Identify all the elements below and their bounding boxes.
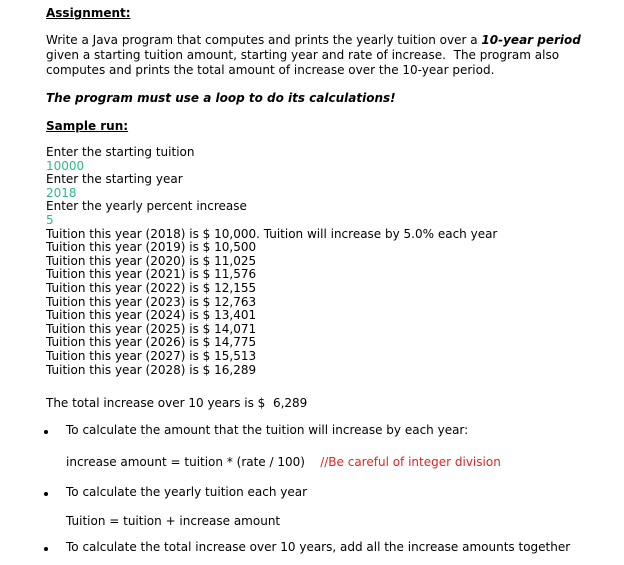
hint-bullet-3: To calculate the total increase over 10 years, add all the increase amounts together <box>66 540 571 554</box>
run-output-line: Tuition this year (2018) is $ 10,000. Tuition will increase by 5.0% each year <box>46 226 498 241</box>
run-prompt-3: Enter the yearly percent increase <box>46 199 247 214</box>
run-input-1: 10000 <box>46 158 85 173</box>
intro-line-3: computes and prints the total amount of increase over the 10-year period. <box>46 63 495 77</box>
total-increase-line: The total increase over 10 years is $ 6,289 <box>46 396 308 410</box>
sample-run-heading: Sample run: <box>46 119 129 133</box>
run-output-line: Tuition this year (2019) is $ 10,500 <box>46 240 257 255</box>
assignment-heading: Assignment: <box>46 6 131 20</box>
bullet-dot-1 <box>44 430 48 434</box>
run-input-3: 5 <box>46 213 54 227</box>
formula-spacer <box>305 455 320 469</box>
run-output-line: Tuition this year (2026) is $ 14,775 <box>46 335 257 350</box>
run-input-2: 2018 <box>46 185 77 200</box>
run-output-line: Tuition this year (2024) is $ 13,401 <box>46 308 257 323</box>
formula-increase-comment: //Be careful of integer division <box>320 455 501 469</box>
bullet-dot-3 <box>44 547 48 551</box>
hint-bullet-1: To calculate the amount that the tuition will increase by each year: <box>66 423 469 437</box>
intro-line-2: given a starting tuition amount, starting year and rate of increase. The program also <box>46 48 560 62</box>
run-output-line: Tuition this year (2028) is $ 16,289 <box>46 362 257 377</box>
run-prompt-1: Enter the starting tuition <box>46 145 195 159</box>
run-output-line: Tuition this year (2020) is $ 11,025 <box>46 253 257 268</box>
bullet-dot-2 <box>44 492 48 496</box>
loop-requirement-note: The program must use a loop to do its calculations! <box>46 91 396 105</box>
run-output-line: Tuition this year (2021) is $ 11,576 <box>46 267 257 282</box>
formula-increase-text: increase amount = tuition * (rate / 100) <box>66 455 305 469</box>
formula-increase <box>66 455 501 469</box>
run-output-line: Tuition this year (2025) is $ 14,071 <box>46 321 257 336</box>
intro-line-1-emphasis: 10-year period <box>481 33 581 47</box>
run-output-line: Tuition this year (2023) is $ 12,763 <box>46 294 257 309</box>
intro-line-1 <box>46 33 581 47</box>
run-output-line: Tuition this year (2022) is $ 12,155 <box>46 281 257 295</box>
run-output-line: Tuition this year (2027) is $ 15,513 <box>46 349 257 363</box>
formula-tuition: Tuition = tuition + increase amount <box>66 514 281 528</box>
hint-bullet-2: To calculate the yearly tuition each year <box>66 485 308 499</box>
run-prompt-2: Enter the starting year <box>46 172 183 187</box>
intro-line-1-text: Write a Java program that computes and prints the yearly tuition over a <box>46 33 482 47</box>
